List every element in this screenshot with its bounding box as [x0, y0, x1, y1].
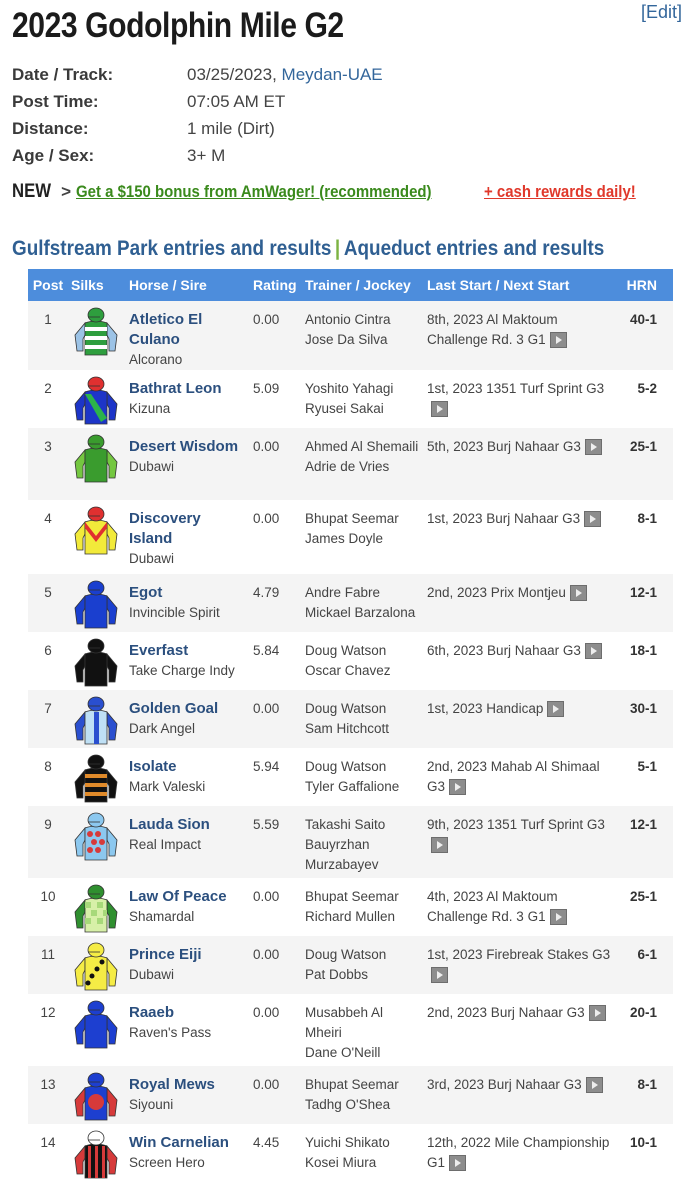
horse-name-link[interactable]: Desert Wisdom	[129, 438, 239, 455]
jockey-name: Ryusei Sakai	[305, 401, 384, 416]
video-replay-icon[interactable]	[589, 1005, 606, 1021]
jockey-name: Jose Da Silva	[305, 332, 388, 347]
video-replay-icon[interactable]	[585, 439, 602, 455]
sire-name: Kizuna	[129, 401, 171, 416]
trainer-name: Ahmed Al Shemaili	[305, 439, 419, 454]
table-header	[28, 269, 673, 301]
table-row	[28, 878, 673, 936]
hrn-odds: 5-1	[637, 759, 657, 774]
col-rating: Rating	[253, 277, 297, 293]
rating-value: 4.79	[253, 585, 280, 600]
rating-value: 5.84	[253, 643, 280, 658]
horse-name-link[interactable]: Egot	[129, 584, 163, 601]
trainer-name: Takashi Saito	[305, 817, 386, 832]
video-replay-icon[interactable]	[449, 779, 466, 795]
jockey-silks-icon	[71, 694, 121, 748]
table-row	[28, 428, 673, 500]
post-number: 12	[40, 1005, 56, 1020]
hrn-odds: 8-1	[637, 1077, 657, 1092]
hrn-odds: 20-1	[629, 1005, 657, 1020]
trainer-name: Andre Fabre	[305, 585, 381, 600]
table-row	[28, 1066, 673, 1124]
jockey-silks-icon	[71, 1128, 121, 1182]
last-start-text: 2nd, 2023 Mahab Al Shimaal G3	[427, 759, 600, 794]
col-silks: Silks	[71, 277, 104, 293]
sire-name: Siyouni	[129, 1097, 174, 1112]
col-hrn: HRN	[626, 277, 657, 293]
post-time-value: 07:05 AM ET	[187, 91, 286, 111]
gulfstream-link[interactable]: Gulfstream Park entries and results	[12, 237, 332, 260]
hrn-odds: 40-1	[629, 312, 657, 327]
horse-name-link[interactable]: Atletico El Culano	[129, 311, 203, 348]
sire-name: Alcorano	[129, 352, 183, 367]
jockey-name: Bauyrzhan Murzabayev	[305, 837, 379, 872]
sire-name: Dark Angel	[129, 721, 196, 736]
horse-name-link[interactable]: Bathrat Leon	[129, 380, 222, 397]
post-number: 7	[44, 701, 52, 716]
arrow-glyph: >	[61, 182, 71, 201]
video-replay-icon[interactable]	[547, 701, 564, 717]
post-number: 3	[44, 439, 52, 454]
trainer-name: Doug Watson	[305, 947, 387, 962]
jockey-silks-icon	[71, 504, 121, 558]
jockey-name: Richard Mullen	[305, 909, 396, 924]
rating-value: 5.59	[253, 817, 280, 832]
sire-name: Take Charge Indy	[129, 663, 235, 678]
age-sex-value: 3+ M	[187, 145, 226, 165]
date-label: Date / Track:	[12, 64, 114, 84]
jockey-silks-icon	[71, 810, 121, 864]
video-replay-icon[interactable]	[584, 511, 601, 527]
post-number: 9	[44, 817, 52, 832]
page-title: 2023 Godolphin Mile G2	[12, 6, 344, 45]
post-number: 13	[40, 1077, 56, 1092]
distance-value: 1 mile (Dirt)	[187, 118, 275, 138]
jockey-name: Oscar Chavez	[305, 663, 391, 678]
jockey-name: Mickael Barzalona	[305, 605, 416, 620]
table-row	[28, 370, 673, 428]
post-number: 14	[40, 1135, 56, 1150]
table-row	[28, 1124, 673, 1182]
hrn-odds: 25-1	[629, 889, 657, 904]
horse-name-link[interactable]: Discovery Island	[129, 510, 201, 547]
jockey-silks-icon	[71, 578, 121, 632]
table-row	[28, 301, 673, 370]
trainer-name: Yuichi Shikato	[305, 1135, 390, 1150]
sire-name: Shamardal	[129, 909, 195, 924]
rating-value: 0.00	[253, 1077, 280, 1092]
silks-cell	[68, 1124, 126, 1182]
sire-name: Dubawi	[129, 967, 175, 982]
video-replay-icon[interactable]	[550, 909, 567, 925]
rating-value: 0.00	[253, 947, 280, 962]
hrn-odds: 6-1	[637, 947, 657, 962]
jockey-silks-icon	[71, 998, 121, 1052]
post-number: 8	[44, 759, 52, 774]
last-start-text: 4th, 2023 Al Maktoum Challenge Rd. 3 G1	[427, 889, 558, 924]
horse-name-link[interactable]: Isolate	[129, 758, 177, 775]
hrn-odds: 8-1	[637, 511, 657, 526]
post-number: 6	[44, 643, 52, 658]
cash-rewards-link[interactable]: + cash rewards daily!	[484, 182, 637, 201]
new-badge: NEW	[12, 181, 52, 202]
jockey-name: James Doyle	[305, 531, 384, 546]
sire-name: Invincible Spirit	[129, 605, 220, 620]
track-links	[12, 237, 604, 261]
trainer-name: Bhupat Seemar	[305, 889, 399, 904]
sire-name: Mark Valeski	[129, 779, 206, 794]
trainer-name: Doug Watson	[305, 701, 387, 716]
rating-value: 0.00	[253, 1005, 280, 1020]
table-row	[28, 994, 673, 1066]
sire-name: Screen Hero	[129, 1155, 205, 1170]
jockey-silks-icon	[71, 636, 121, 690]
horse-name-link[interactable]: Golden Goal	[129, 700, 219, 717]
last-start-text: 5th, 2023 Burj Nahaar G3	[427, 439, 581, 454]
jockey-name: Kosei Miura	[305, 1155, 377, 1170]
jockey-silks-icon	[71, 432, 121, 486]
entries-table	[28, 269, 673, 1182]
table-row	[28, 574, 673, 632]
jockey-silks-icon	[71, 305, 121, 359]
promo-banner	[12, 181, 657, 203]
date-value: 03/25/2023,	[187, 64, 277, 84]
post-number: 10	[40, 889, 56, 904]
age-sex-label: Age / Sex:	[12, 145, 95, 165]
silks-cell	[68, 994, 126, 1066]
table-row	[28, 690, 673, 748]
sire-name: Dubawi	[129, 551, 175, 566]
horse-name-link[interactable]: Law Of Peace	[129, 888, 227, 905]
rating-value: 4.45	[253, 1135, 280, 1150]
horse-name-link[interactable]: Raaeb	[129, 1004, 175, 1021]
last-start-text: 9th, 2023 1351 Turf Sprint G3	[427, 817, 605, 832]
rating-value: 0.00	[253, 511, 280, 526]
last-start-text: 1st, 2023 1351 Turf Sprint G3	[427, 381, 605, 396]
silks-cell	[68, 370, 126, 428]
jockey-silks-icon	[71, 1070, 121, 1124]
trainer-name: Bhupat Seemar	[305, 1077, 399, 1092]
col-last-start: Last Start / Next Start	[427, 277, 570, 293]
video-replay-icon[interactable]	[431, 967, 448, 983]
hrn-odds: 5-2	[637, 381, 657, 396]
jockey-silks-icon	[71, 882, 121, 936]
silks-cell	[68, 878, 126, 936]
jockey-silks-icon	[71, 940, 121, 994]
hrn-odds: 12-1	[629, 817, 657, 832]
horse-name-link[interactable]: Win Carnelian	[129, 1134, 229, 1151]
col-trainer-jockey: Trainer / Jockey	[305, 277, 411, 293]
horse-name-link[interactable]: Royal Mews	[129, 1076, 215, 1093]
hrn-odds: 30-1	[629, 701, 657, 716]
silks-cell	[68, 936, 126, 994]
col-post: Post	[32, 277, 64, 293]
post-time-label: Post Time:	[12, 91, 99, 111]
trainer-name: Doug Watson	[305, 643, 387, 658]
trainer-name: Bhupat Seemar	[305, 511, 399, 526]
hrn-odds: 12-1	[629, 585, 657, 600]
jockey-name: Tyler Gaffalione	[305, 779, 400, 794]
video-replay-icon[interactable]	[586, 1077, 603, 1093]
last-start-text: 2nd, 2023 Prix Montjeu	[427, 585, 566, 600]
jockey-name: Sam Hitchcott	[305, 721, 390, 736]
silks-cell	[68, 428, 126, 500]
post-number: 1	[44, 312, 52, 327]
jockey-silks-icon	[71, 752, 121, 806]
trainer-name: Yoshito Yahagi	[305, 381, 394, 396]
jockey-name: Pat Dobbs	[305, 967, 369, 982]
horse-name-link[interactable]: Prince Eiji	[129, 946, 202, 963]
jockey-name: Adrie de Vries	[305, 459, 390, 474]
horse-name-link[interactable]: Everfast	[129, 642, 189, 659]
amwager-bonus-link[interactable]: Get a $150 bonus from AmWager! (recommended)	[75, 182, 432, 201]
last-start-text: 6th, 2023 Burj Nahaar G3	[427, 643, 581, 658]
trainer-name: Doug Watson	[305, 759, 387, 774]
silks-cell	[68, 690, 126, 748]
post-number: 11	[40, 947, 55, 962]
rating-value: 0.00	[253, 439, 280, 454]
race-info	[12, 61, 383, 169]
edit-link[interactable]: [Edit]	[640, 2, 682, 22]
silks-cell	[68, 1066, 126, 1124]
video-replay-icon[interactable]	[550, 332, 567, 348]
rating-value: 0.00	[253, 889, 280, 904]
silks-cell	[68, 806, 126, 878]
distance-label: Distance:	[12, 118, 89, 138]
post-number: 5	[44, 585, 52, 600]
last-start-text: 1st, 2023 Handicap	[427, 701, 544, 716]
track-link[interactable]: Meydan-UAE	[281, 64, 383, 84]
sire-name: Dubawi	[129, 459, 175, 474]
hrn-odds: 10-1	[629, 1135, 657, 1150]
last-start-text: 8th, 2023 Al Maktoum Challenge Rd. 3 G1	[427, 312, 558, 347]
jockey-name: Tadhg O'Shea	[305, 1097, 391, 1112]
video-replay-icon[interactable]	[570, 585, 587, 601]
post-number: 4	[44, 511, 52, 526]
sire-name: Raven's Pass	[129, 1025, 212, 1040]
video-replay-icon[interactable]	[449, 1155, 466, 1171]
last-start-text: 1st, 2023 Firebreak Stakes G3	[427, 947, 611, 962]
silks-cell	[68, 748, 126, 806]
silks-cell	[68, 632, 126, 690]
video-replay-icon[interactable]	[431, 401, 448, 417]
hrn-odds: 18-1	[629, 643, 657, 658]
post-number: 2	[44, 381, 52, 396]
rating-value: 5.09	[253, 381, 280, 396]
table-row	[28, 748, 673, 806]
aqueduct-link[interactable]: Aqueduct entries and results	[343, 237, 605, 260]
table-row	[28, 500, 673, 574]
silks-cell	[68, 500, 126, 574]
last-start-text: 3rd, 2023 Burj Nahaar G3	[427, 1077, 582, 1092]
horse-name-link[interactable]: Lauda Sion	[129, 816, 210, 833]
trainer-name: Antonio Cintra	[305, 312, 391, 327]
rating-value: 5.94	[253, 759, 280, 774]
trainer-name: Musabbeh Al Mheiri	[305, 1005, 384, 1040]
link-separator: |	[334, 237, 341, 260]
table-row	[28, 936, 673, 994]
rating-value: 0.00	[253, 701, 280, 716]
last-start-text: 2nd, 2023 Burj Nahaar G3	[427, 1005, 585, 1020]
col-horse-sire: Horse / Sire	[129, 277, 207, 293]
hrn-odds: 25-1	[629, 439, 657, 454]
video-replay-icon[interactable]	[431, 837, 448, 853]
last-start-text: 12th, 2022 Mile Championship G1	[427, 1135, 610, 1170]
table-row	[28, 806, 673, 878]
table-row	[28, 632, 673, 690]
rating-value: 0.00	[253, 312, 280, 327]
silks-cell	[68, 574, 126, 632]
jockey-name: Dane O'Neill	[305, 1045, 381, 1060]
sire-name: Real Impact	[129, 837, 202, 852]
video-replay-icon[interactable]	[585, 643, 602, 659]
last-start-text: 1st, 2023 Burj Nahaar G3	[427, 511, 581, 526]
silks-cell	[68, 301, 126, 370]
jockey-silks-icon	[71, 374, 121, 428]
